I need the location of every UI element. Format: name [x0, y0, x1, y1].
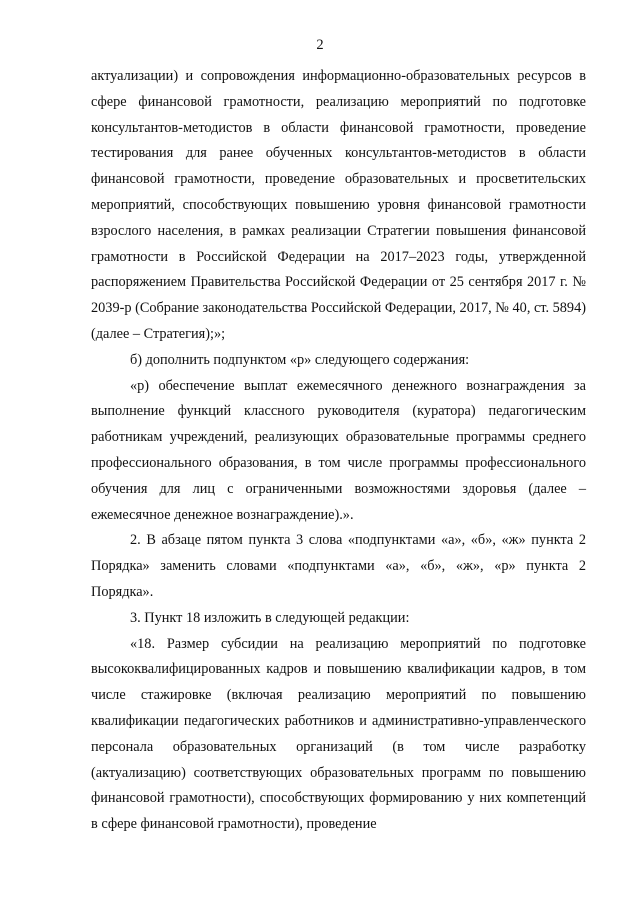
page-number: 2	[316, 37, 324, 53]
paragraph-subpoint-b: б) дополнить подпунктом «р» следующего содержания:	[130, 351, 470, 368]
paragraph-subpoint-r: «р) обеспечение выплат ежемесячного денежного вознаграждения за выполнение функций классного руководителя (куратора) педагогическим работникам учреждений, реализующих образовательные программы среднего профессионального образования, в том числе программы профессионального обучения для лиц с ограниченными возможностями здоровья (далее – ежемесячное денежное вознаграждение).».	[91, 377, 586, 523]
paragraph-point-3: 3. Пункт 18 изложить в следующей редакции:	[130, 609, 410, 626]
document-body	[91, 64, 586, 838]
paragraph-continuation: актуализации) и сопровождения информационно-образовательных ресурсов в сфере финансовой грамотности, реализацию мероприятий по подготовке консультантов-методистов в области финансовой грамотности, проведение тестирования для ранее обученных консультантов-методистов в области финансовой грамотности, проведение образовательных и просветительских мероприятий, способствующих повышению уровня финансовой грамотности взрослого населения, в рамках реализации Стратегии повышения финансовой грамотности в Российской Федерации на 2017–2023 годы, утвержденной распоряжением Правительства Российской Федерации от 25 сентября 2017 г. № 2039-р (Собрание законодательства Российской Федерации, 2017, № 40, ст. 5894) (далее – Стратегия);»;	[91, 68, 586, 342]
paragraph-point-2: 2. В абзаце пятом пункта 3 слова «подпунктами «а», «б», «ж» пункта 2 Порядка» заменить словами «подпунктами «а», «б», «ж», «р» пункта 2 Порядка».	[91, 532, 586, 600]
paragraph-point-18: «18. Размер субсидии на реализацию мероприятий по подготовке высококвалифицированных кадров и повышению квалификации кадров, в том числе стажировке (включая реализацию мероприятий по повышению квалификации педагогических работников и административно-управленческого персонала образовательных организаций (в том числе разработку (актуализацию) соответствующих образовательных программ по повышению финансовой грамотности), способствующих формированию у них компетенций в сфере финансовой грамотности), проведение	[91, 635, 586, 833]
